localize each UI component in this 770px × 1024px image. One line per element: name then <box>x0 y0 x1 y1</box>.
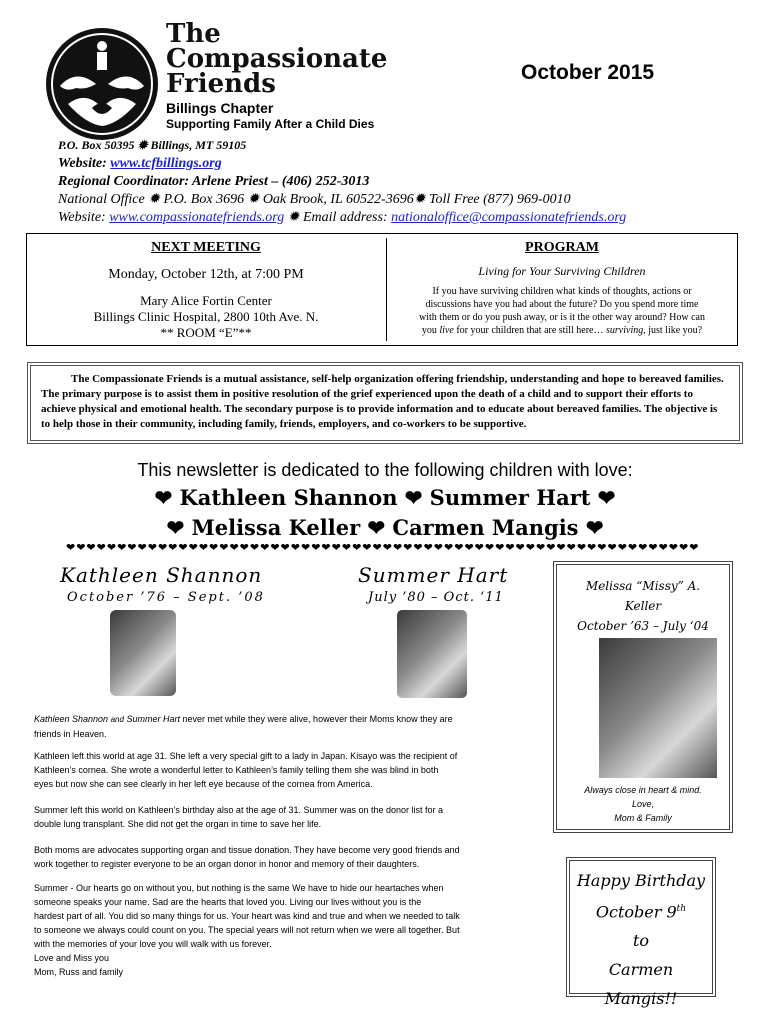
melissa-caption-2: Love, <box>631 799 655 809</box>
coordinator: Regional Coordinator: Arlene Priest – (406) 252-3013 <box>58 174 370 189</box>
separator-icon: ✹ <box>287 210 300 225</box>
org-friends: Friends <box>166 69 276 99</box>
summer-photo <box>397 610 467 698</box>
separator-icon: ✹ <box>247 192 260 207</box>
story-line: never met while they were alive, however their Moms know they are <box>182 714 453 724</box>
meeting-place-2: Billings Clinic Hospital, 2800 10th Ave. N. <box>93 309 319 324</box>
birthday-line-3: to <box>632 931 650 951</box>
program-heading: PROGRAM <box>525 240 599 255</box>
newsletter-month: October 2015 <box>521 61 655 84</box>
contact-line-2 <box>58 156 222 172</box>
melissa-name-1: Melissa “Missy” A. <box>585 579 701 593</box>
next-meeting-heading: NEXT MEETING <box>151 240 261 255</box>
story-p1 <box>34 712 549 727</box>
birthday-line-1: Happy Birthday <box>576 871 706 890</box>
birthday-line-4: Carmen Mangis!! <box>604 960 678 1009</box>
hands-logo-icon <box>46 28 158 140</box>
program-word: you <box>421 325 437 336</box>
melissa-photo <box>599 638 717 778</box>
birthday-date: October 9 <box>595 902 677 922</box>
summer-dates: July ’80 – Oct. ‘11 <box>368 590 504 605</box>
program-section <box>388 240 736 337</box>
org-name <box>166 19 388 99</box>
program-description <box>388 285 736 337</box>
story-line: Summer - Our hearts go on without you, but nothing is the same We have to hide our heartaches when <box>34 883 444 893</box>
story-text <box>34 712 549 979</box>
melissa-caption-3: Mom & Family <box>614 813 672 823</box>
program-title: Living for Your Surviving Children <box>478 264 646 278</box>
kathleen-dates: October ’76 – Sept. ’08 <box>67 590 265 605</box>
melissa-dates: October ’63 – July ‘04 <box>577 619 709 633</box>
birthday-date-suffix: th <box>676 904 687 914</box>
separator-icon: ✹ <box>413 192 426 207</box>
story-line: work together to register everyone to be an organ donor in honor and memory of their daughters. <box>34 859 420 869</box>
separator-icon: ✹ <box>137 138 148 152</box>
program-word-italic: surviving, <box>606 325 646 336</box>
melissa-name-2: Keller <box>624 599 662 613</box>
summer-name: Summer Hart <box>358 563 509 587</box>
national-office-label: National Office <box>58 192 145 207</box>
meeting-place-1: Mary Alice Fortin Center <box>140 293 272 308</box>
story-and: and <box>110 715 124 724</box>
website-label: Website: <box>58 156 107 171</box>
program-line <box>388 324 736 337</box>
dedication-intro: This newsletter is dedicated to the following children with love: <box>137 460 633 480</box>
local-po-box: P.O. Box 50395 <box>58 138 135 152</box>
toll-free-number: Toll Free (877) 969-0010 <box>428 192 571 207</box>
melissa-heading <box>558 576 728 636</box>
story-line: someone speaks your name. Sad are the hearts that loved you. Living our lives without you is the <box>34 897 422 907</box>
story-line: friends in Heaven. <box>34 729 107 739</box>
program-word-italic: live <box>439 325 454 336</box>
birthday-message <box>570 866 712 1013</box>
local-website-link[interactable]: www.tcfbillings.org <box>110 156 222 171</box>
birthday-line-2 <box>570 895 712 926</box>
next-meeting-section <box>27 240 385 341</box>
melissa-caption <box>558 783 728 825</box>
website2-label: Website: <box>58 210 106 225</box>
story-line: hardest part of all. You did so many things for us. Your heart was kind and true and when we needed to talk <box>34 911 460 921</box>
program-line: If you have surviving children what kinds of thoughts, actions or <box>432 286 692 297</box>
dedication-names-2: ❤ Melissa Keller ❤ Carmen Mangis ❤ <box>166 515 604 540</box>
national-city: Oak Brook, IL 60522-3696 <box>262 192 414 207</box>
story-line: Kathleen left this world at age 31. She left a very special gift to a lady in Japan. Kisayo was the recipient of <box>34 751 458 761</box>
kathleen-name: Kathleen Shannon <box>60 563 263 587</box>
story-line: with the memories of your love you will walk with us forever. <box>34 939 272 949</box>
story-line: Mom, Russ and family <box>34 967 124 977</box>
story-line: eyes but now she can see clearly in her left eye because of the cornea from America. <box>34 779 373 789</box>
story-line: Summer left this world on Kathleen’s birthday also at the age of 31. Summer was on the donor list for a <box>34 805 444 815</box>
contact-line-web <box>58 209 626 226</box>
separator-icon: ✹ <box>148 192 160 207</box>
dedication-names-1: ❤ Kathleen Shannon ❤ Summer Hart ❤ <box>154 485 616 510</box>
org-the: The <box>166 19 221 49</box>
box-divider <box>386 238 387 341</box>
meeting-date: Monday, October 12th, at 7:00 PM <box>108 267 304 282</box>
mission-statement <box>27 362 743 444</box>
story-line: to someone we always could count on you. The special years will not return when we were all together. But <box>34 925 460 935</box>
tagline: Supporting Family After a Child Dies <box>166 117 375 131</box>
org-subtitle <box>166 100 374 132</box>
story-name: Kathleen Shannon <box>34 714 109 724</box>
org-compassionate: Compassionate <box>166 44 388 74</box>
story-line: Love and Miss you <box>34 953 110 963</box>
chapter-name: Billings Chapter <box>166 100 274 116</box>
program-word: for your children that are still here… <box>456 325 604 336</box>
hearts-divider: ❤❤❤❤❤❤❤❤❤❤❤❤❤❤❤❤❤❤❤❤❤❤❤❤❤❤❤❤❤❤❤❤❤❤❤❤❤❤❤❤❤❤❤❤❤❤❤❤❤❤❤❤❤❤❤❤❤❤❤❤❤❤ <box>66 542 700 554</box>
email-link[interactable]: nationaloffice@compassionatefriends.org <box>391 210 627 225</box>
contact-line-1 <box>58 138 246 153</box>
kathleen-photo <box>110 610 176 696</box>
tcf-logo <box>46 28 158 140</box>
story-line: Both moms are advocates supporting organ and tissue donation. They have become very good friends and <box>34 845 460 855</box>
melissa-caption-1: Always close in heart & mind. <box>584 785 702 795</box>
program-line: discussions have you had about the future? Do you spend more time <box>425 299 699 310</box>
local-city: Billings, MT 59105 <box>150 138 247 152</box>
meeting-room: ** ROOM “E”** <box>160 325 252 340</box>
program-line: with them or do you push away, or is it the other way around? How can <box>419 312 705 323</box>
story-line: Kathleen’s cornea. She wrote a wonderful letter to Kathleen’s family telling them she was blind in both <box>34 765 439 775</box>
national-po-box: P.O. Box 3696 <box>163 192 245 207</box>
contact-line-national <box>58 191 571 208</box>
story-name: Summer Hart <box>126 714 180 724</box>
national-website-link[interactable]: www.compassionatefriends.org <box>109 210 285 225</box>
program-word: just like you? <box>648 325 703 336</box>
story-line: double lung transplant. She did not get the organ in time to save her life. <box>34 819 322 829</box>
mission-text: The Compassionate Friends is a mutual assistance, self-help organization offering friendship, understanding and hope to bereaved families. The primary purpose is to assist them in positive resolution of the grief experienced upon the death of a child and to support their efforts to achieve physical and emotional health. The secondary purpose is to provide information and to educate about bereaved families. The objective is to help those in their community, including family, friends, employers, and co-workers to be supportive. <box>41 373 724 430</box>
email-label: Email address: <box>302 210 388 225</box>
